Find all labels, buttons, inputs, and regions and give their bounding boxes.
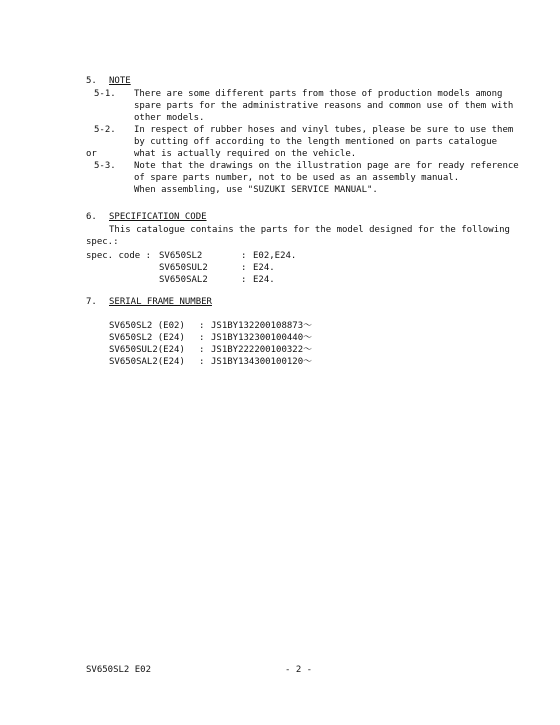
note-item-line: There are some different parts from those of production models among [134,89,503,99]
note-item-line: by cutting off according to the length mentioned on parts catalogue [134,137,498,147]
note-item-number: 5-1. [94,89,116,99]
note-section-title: NOTE [109,76,131,86]
page-number: - 2 - [285,665,313,675]
spec-codes: E24. [253,275,275,285]
note-item-number: 5-2. [94,125,116,135]
note-item-line: When assembling, use "SUZUKI SERVICE MANUAL". [134,185,378,195]
serial-value: JS1BY132200108873～ [211,321,313,331]
serial-separator: : [199,333,205,343]
spec-model: SV650SL2 [159,251,203,261]
note-item-line: Note that the drawings on the illustration page are for ready reference [134,161,519,171]
serial-separator: : [199,345,205,355]
note-item-line: what is actually required on the vehicle. [134,149,357,159]
serial-model: SV650SL2 (E02) [109,321,185,331]
spec-code-label: spec. code : [86,251,152,261]
serial-model: SV650SL2 (E24) [109,333,185,343]
note-item-number: 5-3. [94,161,116,171]
note-section-number: 5. [86,76,97,86]
spec-section-title: SPECIFICATION CODE [109,212,207,222]
note-item-line: In respect of rubber hoses and vinyl tubes, please be sure to use them [134,125,514,135]
spec-model: SV650SUL2 [159,263,208,273]
spec-separator: : [241,263,247,273]
note-item-line: other models. [134,113,205,123]
spec-model: SV650SAL2 [159,275,208,285]
serial-model: SV650SUL2(E24) [109,345,185,355]
serial-separator: : [199,357,205,367]
spec-separator: : [241,275,247,285]
or-label: or [86,149,97,159]
spec-codes: E02,E24. [253,251,297,261]
spec-section-number: 6. [86,212,97,222]
serial-section-number: 7. [86,297,97,307]
serial-section-title: SERIAL FRAME NUMBER [109,297,212,307]
serial-value: JS1BY222200100322～ [211,345,313,355]
spec-codes: E24. [253,263,275,273]
spec-intro-text: This catalogue contains the parts for the model designed for the following [109,225,510,235]
serial-separator: : [199,321,205,331]
note-item-line: spare parts for the administrative reasons and common use of them with [134,101,514,111]
serial-value: JS1BY132300100440～ [211,333,313,343]
footer-model-code: SV650SL2 E02 [86,665,152,675]
serial-value: JS1BY134300100120～ [211,357,313,367]
note-item-line: of spare parts number, not to be used as an assembly manual. [134,173,460,183]
spec-separator: : [241,251,247,261]
serial-model: SV650SAL2(E24) [109,357,185,367]
spec-intro-text: spec.: [86,237,119,247]
